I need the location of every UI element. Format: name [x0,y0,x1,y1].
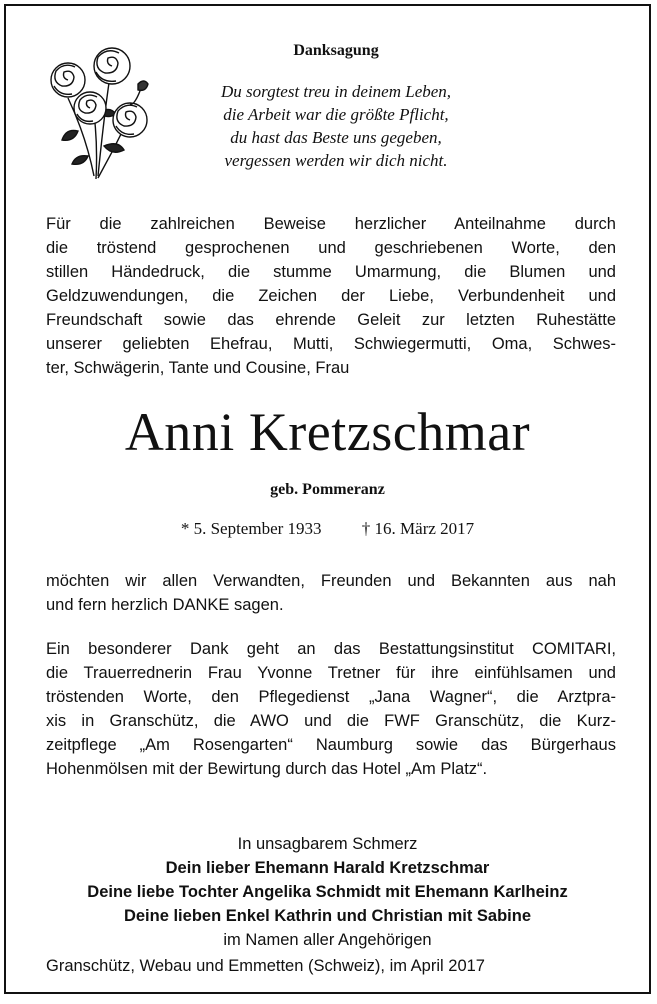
thanks-paragraph [46,569,616,617]
text-line: tröstenden Worte, den Pflegedienst „Jana Wagner“, die Arztpra- [46,688,616,706]
heading: Danksagung [293,42,379,59]
intro-paragraph [46,212,616,380]
text-line: stillen Händedruck, die stumme Umarmung, die Blumen und [46,263,616,281]
signer-grandchildren: Deine lieben Enkel Kathrin und Christian mit Sabine [123,907,532,925]
text-line: möchten wir allen Verwandten, Freunden und Bekannten aus nah [46,572,616,590]
life-dates [6,519,649,539]
text-line: die Trauerrednerin Frau Yvonne Tretner für ihre einfühlsamen und [46,664,616,682]
signers-block [6,832,649,952]
text-line: ter, Schwägerin, Tante und Cousine, Frau [46,359,350,377]
text-line: unserer geliebten Ehefrau, Mutti, Schwiegermutti, Oma, Schwes- [46,335,616,353]
signers-closing: im Namen aller Angehörigen [223,931,432,949]
obituary-notice [4,4,651,994]
poem-line: die Arbeit war die größte Pflicht, [223,105,449,124]
text-line: Geldzuwendungen, die Zeichen der Liebe, Verbundenheit und [46,287,616,305]
death-date: † 16. März 2017 [361,519,475,538]
signer-daughter: Deine liebe Tochter Angelika Schmidt mit Ehemann Karlheinz [87,883,568,901]
text-line: Ein besonderer Dank geht an das Bestattungsinstitut COMITARI, [46,640,616,658]
deceased-name: Anni Kretzschmar [124,402,531,462]
text-line: xis in Granschütz, die AWO und die FWF Granschütz, die Kurz- [46,712,616,730]
special-thanks-paragraph [46,637,616,781]
text-line: zeitpflege „Am Rosengarten“ Naumburg sowie das Bürgerhaus [46,736,616,754]
birth-date: * 5. September 1933 [180,519,322,538]
poem-line: Du sorgtest treu in deinem Leben, [220,82,452,101]
text-line: und fern herzlich DANKE sagen. [46,596,284,614]
text-line: die tröstend gesprochenen und geschriebenen Worte, den [46,239,616,257]
text-line: Hohenmölsen mit der Bewirtung durch das Hotel „Am Platz“. [46,760,488,778]
signers-intro: In unsagbarem Schmerz [237,835,418,853]
roses-icon [38,36,158,181]
text-line: Freundschaft sowie das ehrende Geleit zur letzten Ruhestätte [46,311,616,329]
text-line: Für die zahlreichen Beweise herzlicher Anteilnahme durch [46,215,616,233]
signer-husband: Dein lieber Ehemann Harald Kretzschmar [165,859,490,877]
poem [156,80,516,172]
poem-line: du hast das Beste uns gegeben, [230,128,442,147]
maiden-name: geb. Pommeranz [270,481,385,498]
place-date: Granschütz, Webau und Emmetten (Schweiz), im April 2017 [46,957,485,975]
poem-line: vergessen werden wir dich nicht. [224,151,448,170]
